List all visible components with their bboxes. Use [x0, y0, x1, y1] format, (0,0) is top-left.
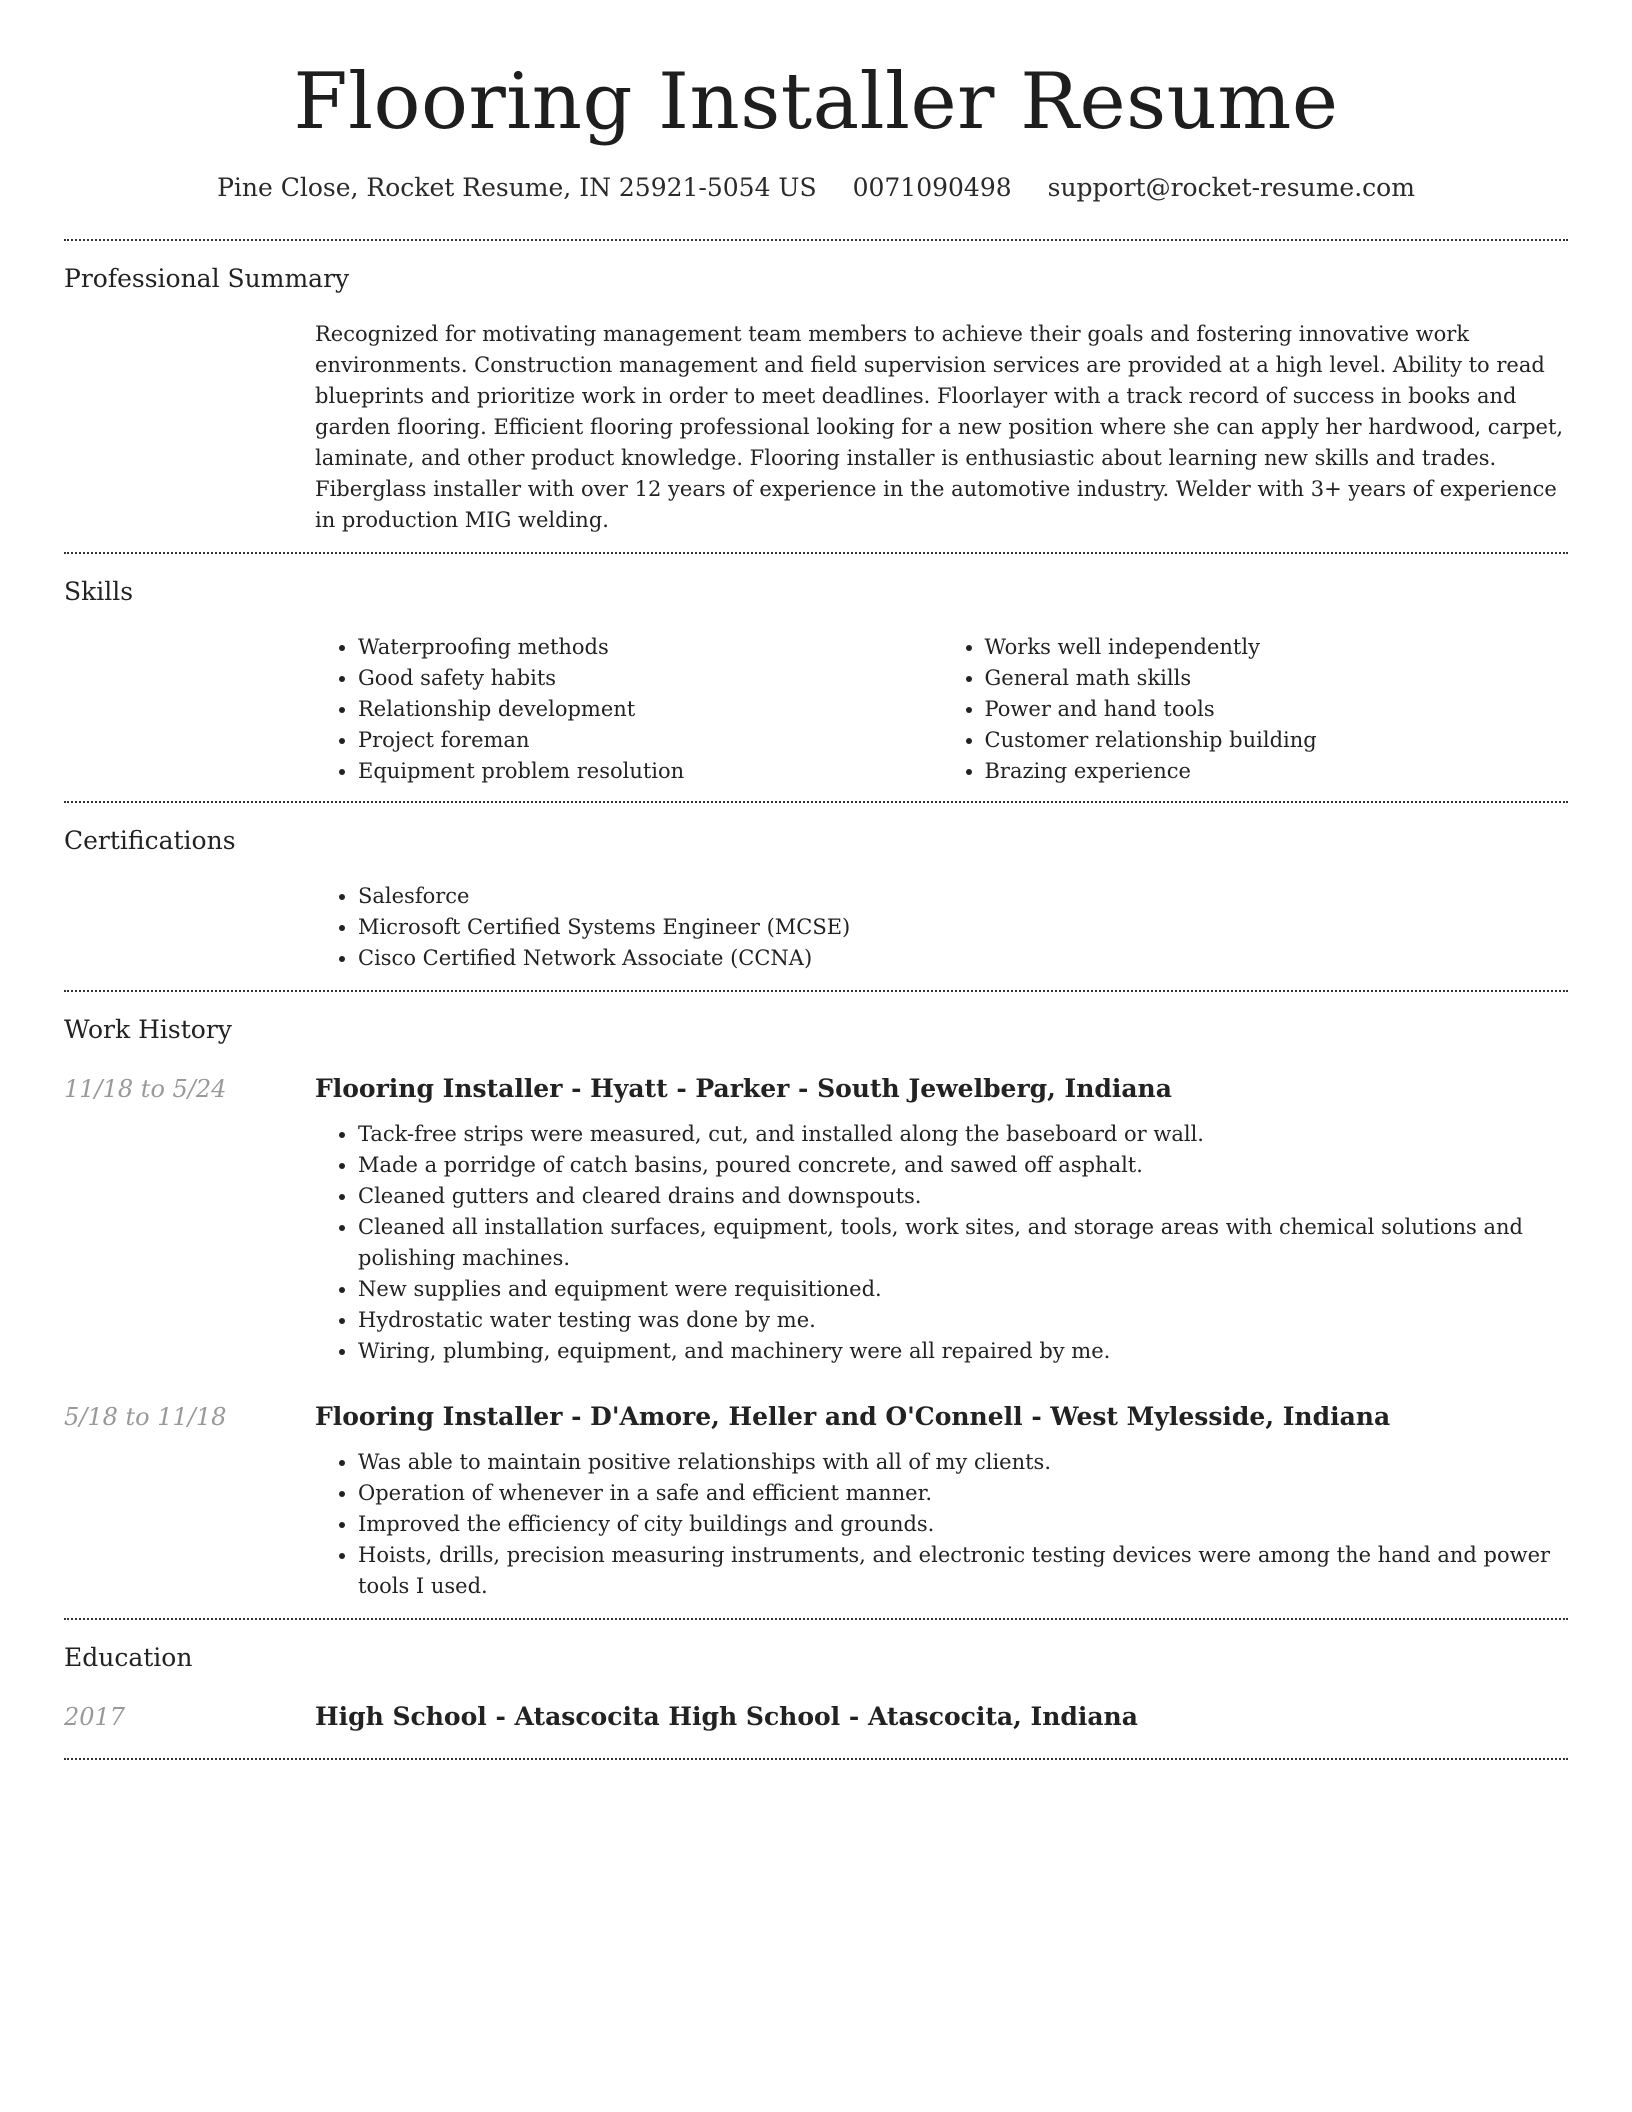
skill-item: • Relationship development [358, 694, 942, 725]
job-bullet: • Cleaned all installation surfaces, equipment, tools, work sites, and storage areas with chemical solutions and polishing machines. [358, 1212, 1568, 1274]
summary-heading: Professional Summary [64, 264, 350, 293]
certifications-heading: Certifications [64, 826, 236, 855]
job-entry [64, 1400, 1568, 1602]
job-date: 11/18 to 5/24 [64, 1075, 227, 1103]
skill-item: • Good safety habits [358, 663, 942, 694]
job-bullet: • Hoists, drills, precision measuring instruments, and electronic testing devices were among the hand and power tools I used. [358, 1540, 1568, 1602]
education-section [64, 1620, 1568, 1734]
skills-list-right [942, 632, 1569, 787]
skills-heading: Skills [64, 577, 134, 606]
contact-phone: 0071090498 [852, 173, 1012, 202]
job-bullets [315, 1119, 1568, 1367]
job-date: 5/18 to 11/18 [64, 1403, 227, 1431]
skill-item: • Brazing experience [985, 756, 1569, 787]
skills-list-left [315, 632, 942, 787]
job-bullet: • Wiring, plumbing, equipment, and machinery were all repaired by me. [358, 1336, 1568, 1367]
skills-columns [315, 632, 1568, 787]
skill-item: • Project foreman [358, 725, 942, 756]
education-date: 2017 [64, 1703, 126, 1731]
job-bullet: • Hydrostatic water testing was done by me. [358, 1305, 1568, 1336]
education-entry [64, 1700, 1568, 1734]
skill-item: • Works well independently [985, 632, 1569, 663]
skill-item: • Waterproofing methods [358, 632, 942, 663]
certification-item: • Cisco Certified Network Associate (CCNA) [358, 943, 1568, 974]
certifications-list [315, 881, 1568, 974]
skill-item: • Customer relationship building [985, 725, 1569, 756]
resume-page [64, 0, 1568, 1760]
job-bullet: • Cleaned gutters and cleared drains and downspouts. [358, 1181, 1568, 1212]
job-entry [64, 1072, 1568, 1367]
job-bullet: • Was able to maintain positive relationships with all of my clients. [358, 1447, 1568, 1478]
skill-item: • General math skills [985, 663, 1569, 694]
summary-section [64, 241, 1568, 536]
skill-item: • Power and hand tools [985, 694, 1569, 725]
work-history-section [64, 992, 1568, 1602]
job-bullet: • Operation of whenever in a safe and efficient manner. [358, 1478, 1568, 1509]
contact-line [64, 171, 1568, 205]
job-bullet: • Improved the efficiency of city buildings and grounds. [358, 1509, 1568, 1540]
job-bullet: • Made a porridge of catch basins, poured concrete, and sawed off asphalt. [358, 1150, 1568, 1181]
skills-section [64, 554, 1568, 787]
job-bullet: • Tack-free strips were measured, cut, and installed along the baseboard or wall. [358, 1119, 1568, 1150]
divider [64, 1758, 1568, 1760]
job-title: Flooring Installer - Hyatt - Parker - South Jewelberg, Indiana [315, 1074, 1172, 1103]
certification-item: • Salesforce [358, 881, 1568, 912]
job-bullet: • New supplies and equipment were requisitioned. [358, 1274, 1568, 1305]
job-title: Flooring Installer - D'Amore, Heller and O'Connell - West Mylesside, Indiana [315, 1402, 1391, 1431]
contact-email: support@rocket-resume.com [1047, 173, 1415, 202]
certifications-section [64, 803, 1568, 974]
work-history-heading: Work History [64, 1015, 232, 1044]
skill-item: • Equipment problem resolution [358, 756, 942, 787]
job-bullets [315, 1447, 1568, 1602]
summary-text: Recognized for motivating management team members to achieve their goals and fostering innovative work environments. Construction management and field supervision services are provided at a high level. Ability to read blueprints and prioritize work in order to meet deadlines. Floorlayer with a track record of success in books and garden flooring. Efficient flooring professional looking for a new position where she can apply her hardwood, carpet, laminate, and other product knowledge. Flooring installer is enthusiastic about learning new skills and trades. Fiberglass installer with over 12 years of experience in the automotive industry. Welder with 3+ years of experience in production MIG welding. [315, 322, 1564, 532]
resume-title: Flooring Installer Resume [293, 57, 1339, 147]
education-heading: Education [64, 1643, 193, 1672]
certification-item: • Microsoft Certified Systems Engineer (MCSE) [358, 912, 1568, 943]
contact-address: Pine Close, Rocket Resume, IN 25921-5054 US [217, 173, 817, 202]
education-title: High School - Atascocita High School - Atascocita, Indiana [315, 1702, 1138, 1731]
